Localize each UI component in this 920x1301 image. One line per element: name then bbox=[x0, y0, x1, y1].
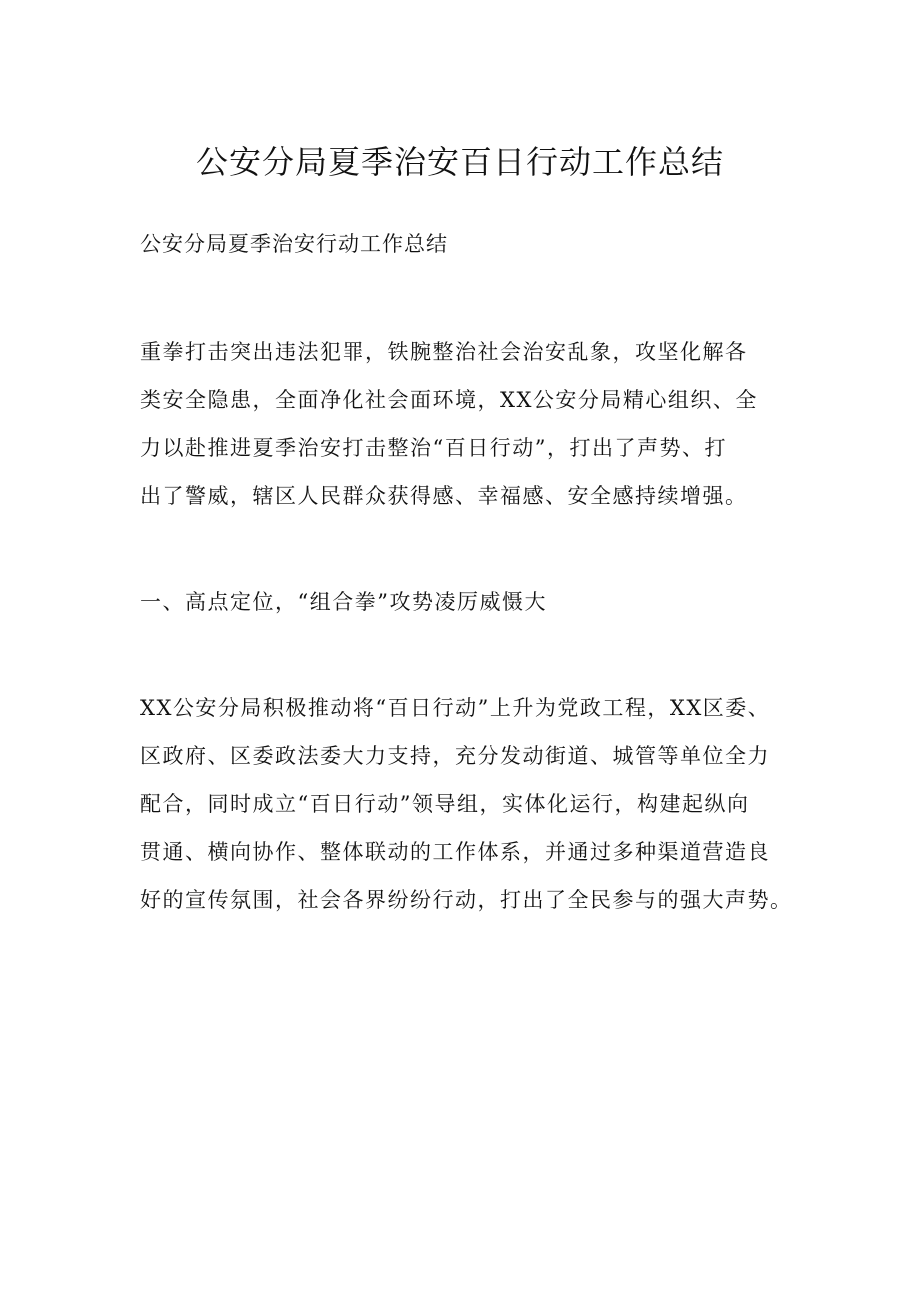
paragraph-line: 贯通、横向协作、整体联动的工作体系，并通过多种渠道营造良 bbox=[140, 840, 770, 864]
paragraph-line: 重拳打击突出违法犯罪，铁腕整治社会治安乱象，攻坚化解各 bbox=[140, 340, 748, 364]
section1-paragraph bbox=[140, 684, 800, 924]
paragraph-line: 力以赴推进夏季治安打击整治“百日行动”，打出了声势、打 bbox=[140, 436, 727, 460]
paragraph-line: XX公安分局积极推动将“百日行动”上升为党政工程，XX区委、 bbox=[140, 696, 771, 720]
document-subtitle: 公安分局夏季治安行动工作总结 bbox=[140, 232, 448, 256]
section-heading: 一、高点定位，“组合拳”攻势凌厉威慑大 bbox=[140, 590, 547, 614]
paragraph-line: 类安全隐患，全面净化社会面环境，XX公安分局精心组织、全 bbox=[140, 388, 758, 412]
paragraph-line: 配合，同时成立“百日行动”领导组，实体化运行，构建起纵向 bbox=[140, 792, 750, 816]
paragraph-line: 好的宣传氛围，社会各界纷纷行动，打出了全民参与的强大声势。 bbox=[140, 888, 793, 912]
document-title: 公安分局夏季治安百日行动工作总结 bbox=[195, 143, 724, 181]
paragraph-line: 区政府、区委政法委大力支持，充分发动街道、城管等单位全力 bbox=[140, 744, 770, 768]
paragraph-line: 出了警威，辖区人民群众获得感、幸福感、安全感持续增强。 bbox=[140, 484, 748, 508]
intro-paragraph bbox=[140, 328, 800, 520]
